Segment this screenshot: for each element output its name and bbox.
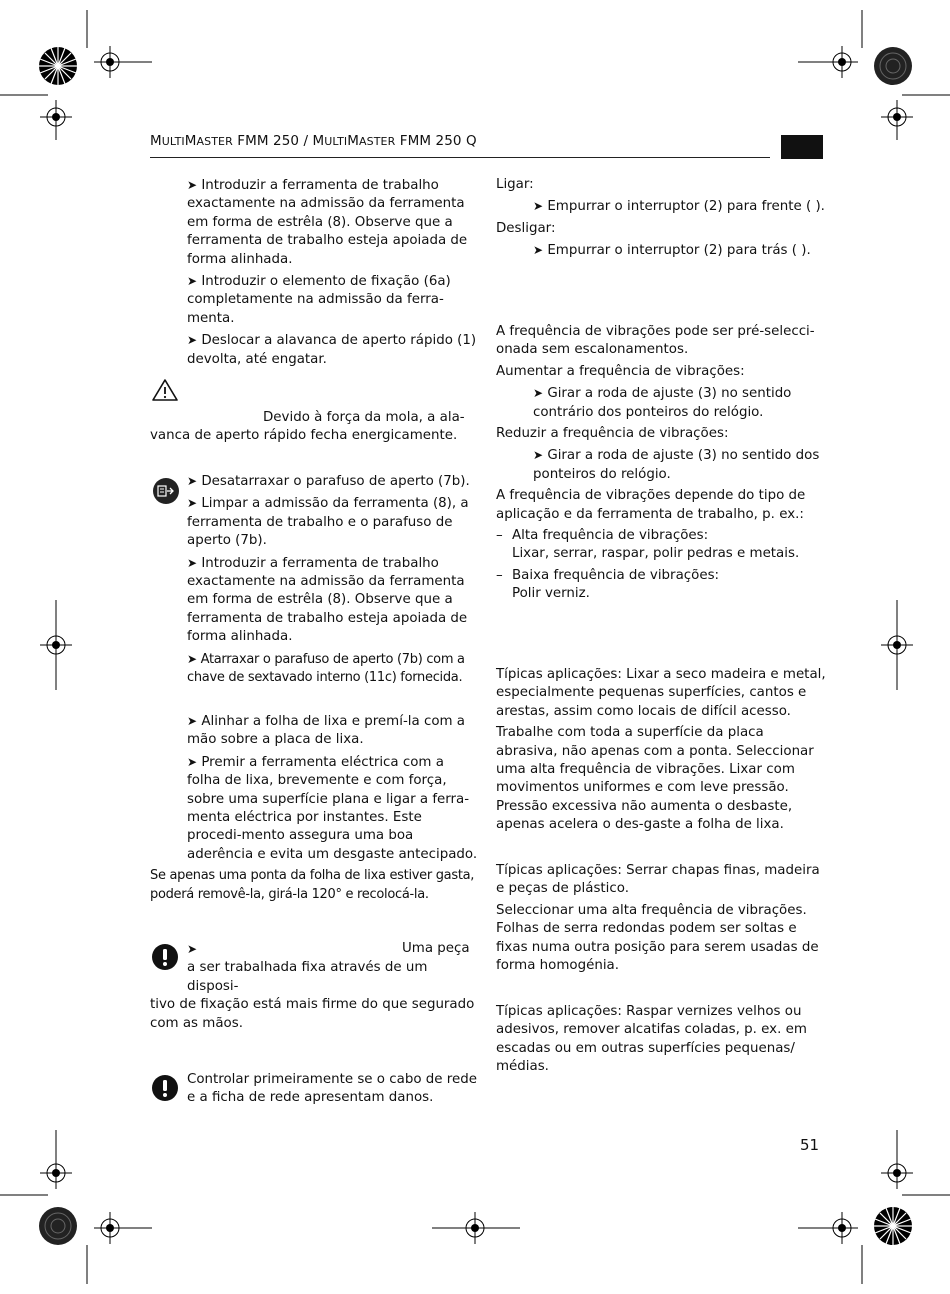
step-insert-tool-2: ➤ Introduzir a ferramenta de trabalho exactamente na admissão da ferramenta em forma de estrêla (8). Observe que a ferramenta de trabalho esteja apoiada de forma alinhada. [187,555,468,645]
label-reduce: Reduzir a frequência de vibrações: [496,426,729,442]
freq-intro: A frequência de vibrações pode ser pré-selecci-onada sem escalonamentos. [496,324,815,358]
header-title-part: FMM 250 Q [395,133,477,149]
header-title-part: ASTER [196,135,233,148]
header-title-part: FMM 250 / M [232,133,325,149]
scraping-applications: Típicas aplicações: Raspar vernizes velhos ou adesivos, remover alcatifas coladas, p. ex. em escadas ou em outras superfícies pequenas/ médias. [496,1004,807,1075]
step-align-paper: ➤ Alinhar a folha de lixa e premí-la com a mão sobre a placa de lixa. [187,714,466,748]
right-column-switch [496,176,826,261]
sanding-applications: Típicas aplicações: Lixar a seco madeira e metal, especialmente pequenas superfícies, cantos e arestas, assim como locais de difícil acesso. [496,667,826,719]
cable-check-note: Controlar primeiramente se o cabo de rede e a ficha de rede apresentam danos. [187,1072,477,1106]
list-item-high: – Alta frequência de vibrações: Lixar, serrar, raspar, polir pedras e metais. [496,528,800,562]
warning-text: Devido à força da mola, a ala- vanca de aperto rápido fecha energicamente. [150,410,465,444]
left-column-sanding [150,712,480,904]
left-column-steps-2 [150,472,480,687]
right-column-sawing [496,862,826,975]
step-clean: ➤ Limpar a admissão da ferramenta (8), a ferramenta de trabalho e o parafuso de aperto (7b). [187,496,469,549]
step-lever-back: ➤ Deslocar a alavanca de aperto rápido (1) devolta, até engatar. [187,333,477,367]
sanding-instructions: Trabalhe com toda a superfície da placa abrasiva, não apenas com a ponta. Seleccionar uma alta frequência de vibrações. Lixar com movimentos uniformes e com leve pressão. Pressão excessiva não aumenta o desbaste, apenas acelera o des-gaste a folha de lixa. [496,725,814,833]
header-title-part: ASTER [359,135,396,148]
step-unscrew: ➤ Desatarraxar o parafuso de aperto (7b). [187,474,470,489]
header-rule [150,157,770,158]
label-increase: Aumentar a frequência de vibrações: [496,363,745,379]
running-header [150,133,477,149]
step-insert-tool: ➤ Introduzir a ferramenta de trabalho exactamente na admissão da ferramenta em forma de estrêla (8). Observe que a ferramenta de trabalho esteja apoiada de forma alinhada. [187,178,468,267]
header-title-part: M [150,133,162,149]
language-tab-marker [781,135,823,159]
header-title-part: M [184,133,197,149]
header-title-part: M [347,133,360,149]
step-screw: ➤ Atarraxar o parafuso de aperto (7b) com a chave de sextavado interno (11c) fornecida. [187,651,465,686]
right-column-scraping [496,1003,826,1077]
step-switch-off: ➤ Empurrar o interruptor (2) para trás ( ). [533,243,811,259]
sawing-instructions: Seleccionar uma alta frequência de vibrações. Folhas de serra redondas podem ser soltas e fixas numa outra posição para serem usadas de forma homogénia. [496,902,819,974]
step-switch-on: ➤ Empurrar o interruptor (2) para frente ( ). [533,199,825,215]
warning-triangle-icon [151,378,179,402]
page-number: 51 [800,1136,820,1154]
left-column [150,176,480,369]
header-title-part: ULTI [324,135,348,148]
right-column-sanding [496,666,826,835]
list-item-low: – Baixa frequência de vibrações: Polir verniz. [496,567,720,602]
label-switch-off: Desligar: [496,220,556,236]
freq-depends: A frequência de vibrações depende do tipo de aplicação e da ferramenta de trabalho, p. ex.: [496,488,806,522]
right-column-frequency [496,323,826,604]
step-increase: ➤ Girar a roda de ajuste (3) no sentido contrário dos ponteiros do relógio. [533,386,792,420]
header-title-part: ULTI [161,135,185,148]
label-switch-on: Ligar: [496,177,534,192]
caution-exclamation-icon [151,1074,179,1102]
paragraph-rotate-paper: Se apenas uma ponta da folha de lixa estiver gasta, poderá removê-la, girá-la 120° e recolocá-la. [150,868,475,902]
step-reduce: ➤ Girar a roda de ajuste (3) no sentido dos ponteiros do relógio. [533,448,820,482]
step-press-tool: ➤ Premir a ferramenta eléctrica com a folha de lixa, brevemente e com força, sobre uma superfície plana e ligar a ferra-menta eléctrica por instantes. Este procedi-mento assegura uma boa aderência e evita um desgaste antecipado. [187,754,478,862]
clamp-note: ➤ Uma peça a ser trabalhada fixa através de um disposi- tivo de fixação está mais firme do que segurado com as mãos. [150,941,475,1031]
sawing-applications: Típicas aplicações: Serrar chapas finas, madeira e peças de plástico. [496,863,820,897]
step-insert-clamp: ➤ Introduzir o elemento de fixação (6a) completamente na admissão da ferra-menta. [187,274,451,326]
